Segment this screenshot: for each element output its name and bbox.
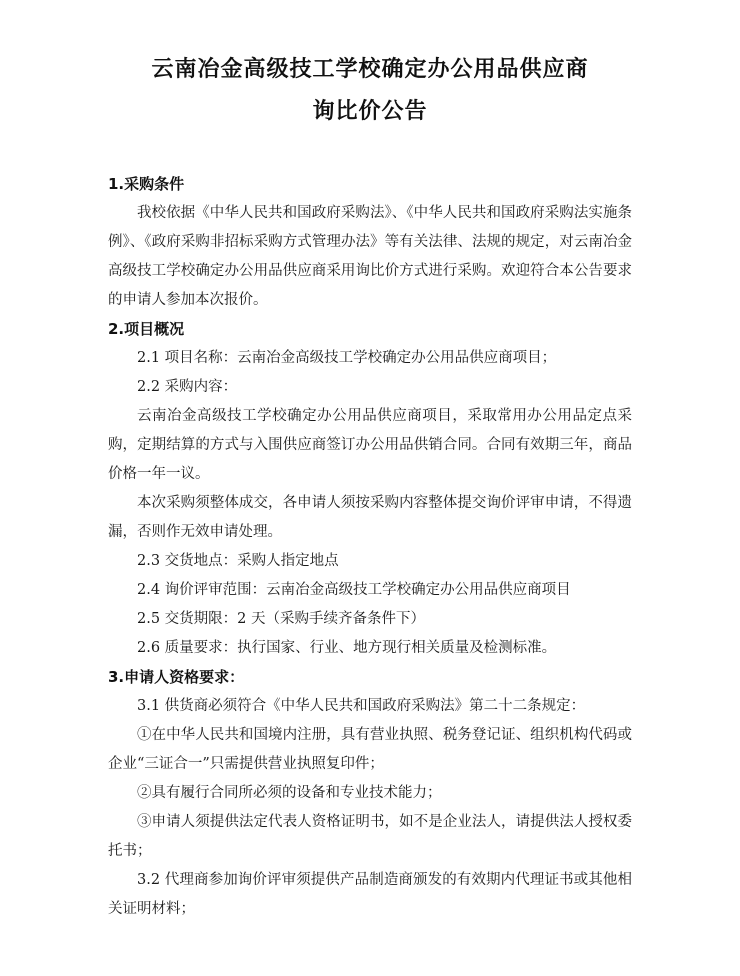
paragraph: ①在中华人民共和国境内注册，具有营业执照、税务登记证、组织机构代码或企业“三证合一”只需提供营业执照复印件； xyxy=(108,727,632,772)
paragraph: ②具有履行合同所必须的设备和专业技术能力； xyxy=(137,785,442,801)
title-line-1: 云南冶金高级技工学校确定办公用品供应商 xyxy=(151,57,589,82)
section-heading: 2.项目概况 xyxy=(108,320,185,338)
paragraph: 2.4 询价评审范围：云南冶金高级技工学校确定办公用品供应商项目 xyxy=(137,582,571,598)
paragraph: 2.2 采购内容： xyxy=(137,379,238,395)
paragraph: 云南冶金高级技工学校确定办公用品供应商项目，采取常用办公用品定点采购，定期结算的方式与入围供应商签订办公用品供销合同。合同有效期三年，商品价格一年一议。 xyxy=(108,408,632,482)
section-procurement-conditions xyxy=(108,170,632,315)
paragraph: 2.1 项目名称：云南冶金高级技工学校确定办公用品供应商项目； xyxy=(137,350,557,366)
paragraph: 2.6 质量要求：执行国家、行业、地方现行相关质量及检测标准。 xyxy=(137,640,557,656)
paragraph: 3.2 代理商参加询价评审须提供产品制造商颁发的有效期内代理证书或其他相关证明材料； xyxy=(108,872,632,917)
document-title xyxy=(108,52,632,130)
section-project-overview xyxy=(108,315,632,663)
paragraph: ③申请人须提供法定代表人资格证明书，如不是企业法人，请提供法人授权委托书； xyxy=(108,814,632,859)
title-line-2: 询比价公告 xyxy=(312,99,428,124)
paragraph: 本次采购须整体成交，各申请人须按采购内容整体提交询价评审申请，不得遗漏，否则作无效申请处理。 xyxy=(108,495,632,540)
paragraph: 2.3 交货地点：采购人指定地点 xyxy=(137,553,339,569)
paragraph: 2.5 交货期限：2 天（采购手续齐备条件下） xyxy=(137,611,426,627)
section-heading: 1.采购条件 xyxy=(108,175,185,193)
section-applicant-qualifications xyxy=(108,663,632,924)
section-heading: 3.申请人资格要求： xyxy=(108,668,245,686)
paragraph: 3.1 供货商必须符合《中华人民共和国政府采购法》第二十二条规定： xyxy=(137,698,586,714)
paragraph: 我校依据《中华人民共和国政府采购法》、《中华人民共和国政府采购法实施条例》、《政府采购非招标采购方式管理办法》等有关法律、法规的规定，对云南冶金高级技工学校确定办公用品供应商采用询比价方式进行采购。欢迎符合本公告要求的申请人参加本次报价。 xyxy=(108,205,632,308)
